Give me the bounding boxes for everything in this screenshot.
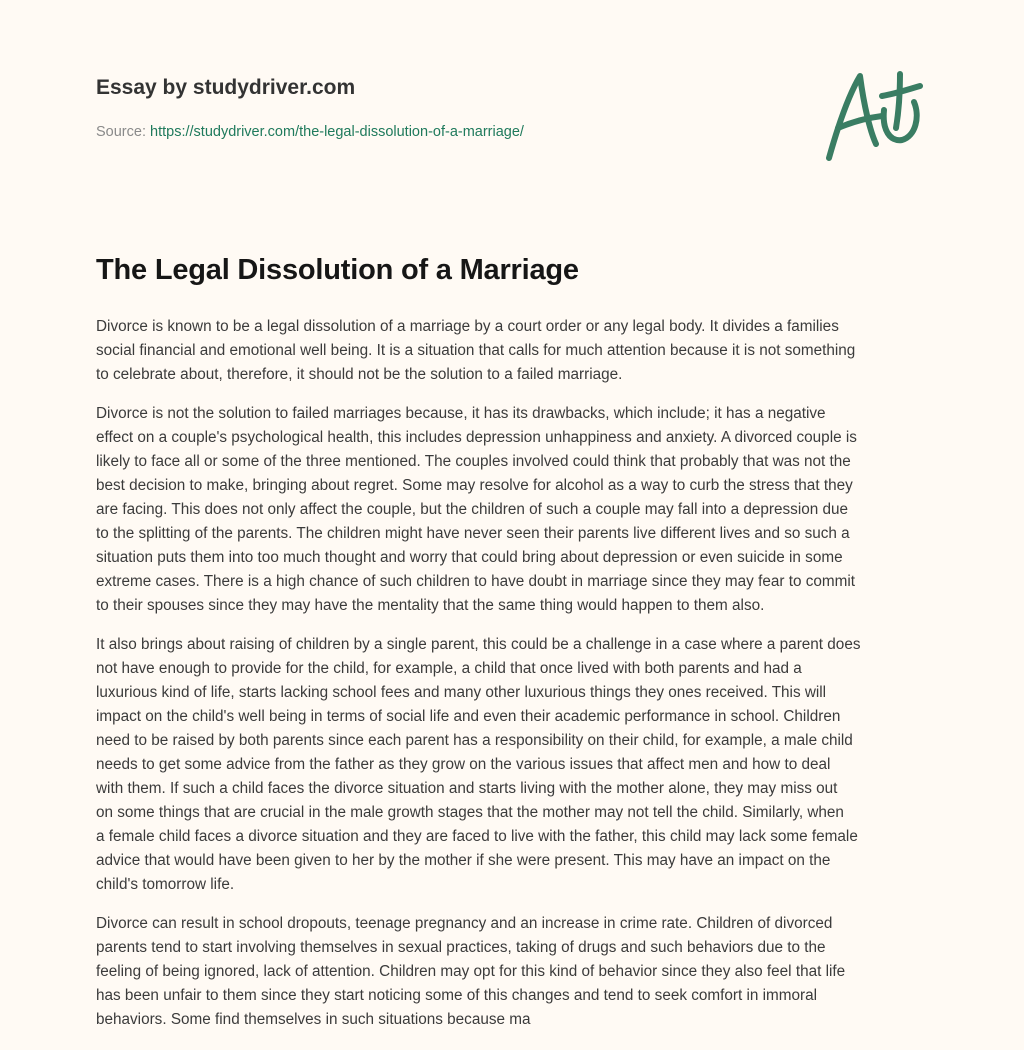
source-link[interactable]: https://studydriver.com/the-legal-dissolution-of-a-marriage/ xyxy=(150,124,524,140)
paragraph-line: to the splitting of the parents. The children might have never seen their parents live different lives and so such a xyxy=(96,525,850,542)
paragraph-line: feeling of being ignored, lack of attention. Children may opt for this kind of behavior since they also feel that life xyxy=(96,963,846,980)
paragraph-line: needs to get some advice from the father as they grow on the various issues that affect men and how to deal xyxy=(96,756,831,773)
paragraph-line: are facing. This does not only affect the couple, but the children of such a couple may fall into a depression due xyxy=(96,501,849,518)
site-title: Essay by studydriver.com xyxy=(96,76,356,99)
paragraph-line: Divorce is not the solution to failed marriages because, it has its drawbacks, which include; it has a negative xyxy=(96,405,826,422)
paragraph-line: Divorce can result in school dropouts, teenage pregnancy and an increase in crime rate. Children of divorced xyxy=(96,915,833,932)
essay-body xyxy=(96,315,936,1047)
essay-paragraph xyxy=(96,315,936,387)
paragraph-line: social financial and emotional well being. It is a situation that calls for much attention because it is not something xyxy=(96,342,856,359)
paragraph-line: behaviors. Some find themselves in such situations because ma xyxy=(96,1011,531,1028)
paragraph-line: a female child faces a divorce situation and they are faced to live with the father, this child may lack some female xyxy=(96,828,858,845)
paragraph-line: parents tend to start involving themselves in sexual practices, taking of drugs and such behaviors due to the xyxy=(96,939,826,956)
paragraph-line: effect on a couple's psychological health, this includes depression unhappiness and anxiety. A divorced couple is xyxy=(96,429,857,446)
paragraph-line: Divorce is known to be a legal dissolution of a marriage by a court order or any legal body. It divides a families xyxy=(96,318,839,335)
paragraph-line: with them. If such a child faces the divorce situation and starts living with the mother alone, they may miss out xyxy=(96,780,838,797)
paragraph-line: has been unfair to them since they start noticing some of this changes and tend to seek comfort in immoral xyxy=(96,987,818,1004)
paragraph-line: impact on the child's well being in terms of social life and even their academic performance in school. Children xyxy=(96,708,841,725)
a-plus-logo xyxy=(820,66,930,166)
paragraph-line: It also brings about raising of children by a single parent, this could be a challenge in a case where a parent does xyxy=(96,636,861,653)
paragraph-line: not have enough to provide for the child, for example, a child that once lived with both parents and had a xyxy=(96,660,802,677)
paragraph-line: need to be raised by both parents since each parent has a responsibility on their child, for example, a male child xyxy=(96,732,853,749)
essay-title: The Legal Dissolution of a Marriage xyxy=(96,254,579,286)
essay-paragraph xyxy=(96,633,936,897)
paragraph-line: to celebrate about, therefore, it should not be the solution to a failed marriage. xyxy=(96,366,623,383)
paragraph-line: on some things that are crucial in the male growth stages that the mother may not tell the child. Similarly, when xyxy=(96,804,844,821)
paragraph-line: advice that would have been given to her by the mother if she were present. This may have an impact on the xyxy=(96,852,831,869)
paragraph-line: extreme cases. There is a high chance of such children to have doubt in marriage since they may fear to commit xyxy=(96,573,855,590)
paragraph-line: child's tomorrow life. xyxy=(96,876,235,893)
paragraph-line: likely to face all or some of the three mentioned. The couples involved could think that probably that was not the xyxy=(96,453,851,470)
source-line xyxy=(96,124,524,140)
essay-paragraph xyxy=(96,912,936,1032)
paragraph-line: situation puts them into too much thought and worry that could bring about depression or even suicide in some xyxy=(96,549,843,566)
essay-paragraph xyxy=(96,402,936,618)
paragraph-line: best decision to make, bringing about regret. Some may resolve for alcohol as a way to curb the stress that they xyxy=(96,477,853,494)
paragraph-line: to their spouses since they may have the mentality that the same thing would happen to them also. xyxy=(96,597,765,614)
source-label: Source: xyxy=(96,124,146,140)
paragraph-line: luxurious kind of life, starts lacking school fees and many other luxurious things they ones received. This will xyxy=(96,684,827,701)
